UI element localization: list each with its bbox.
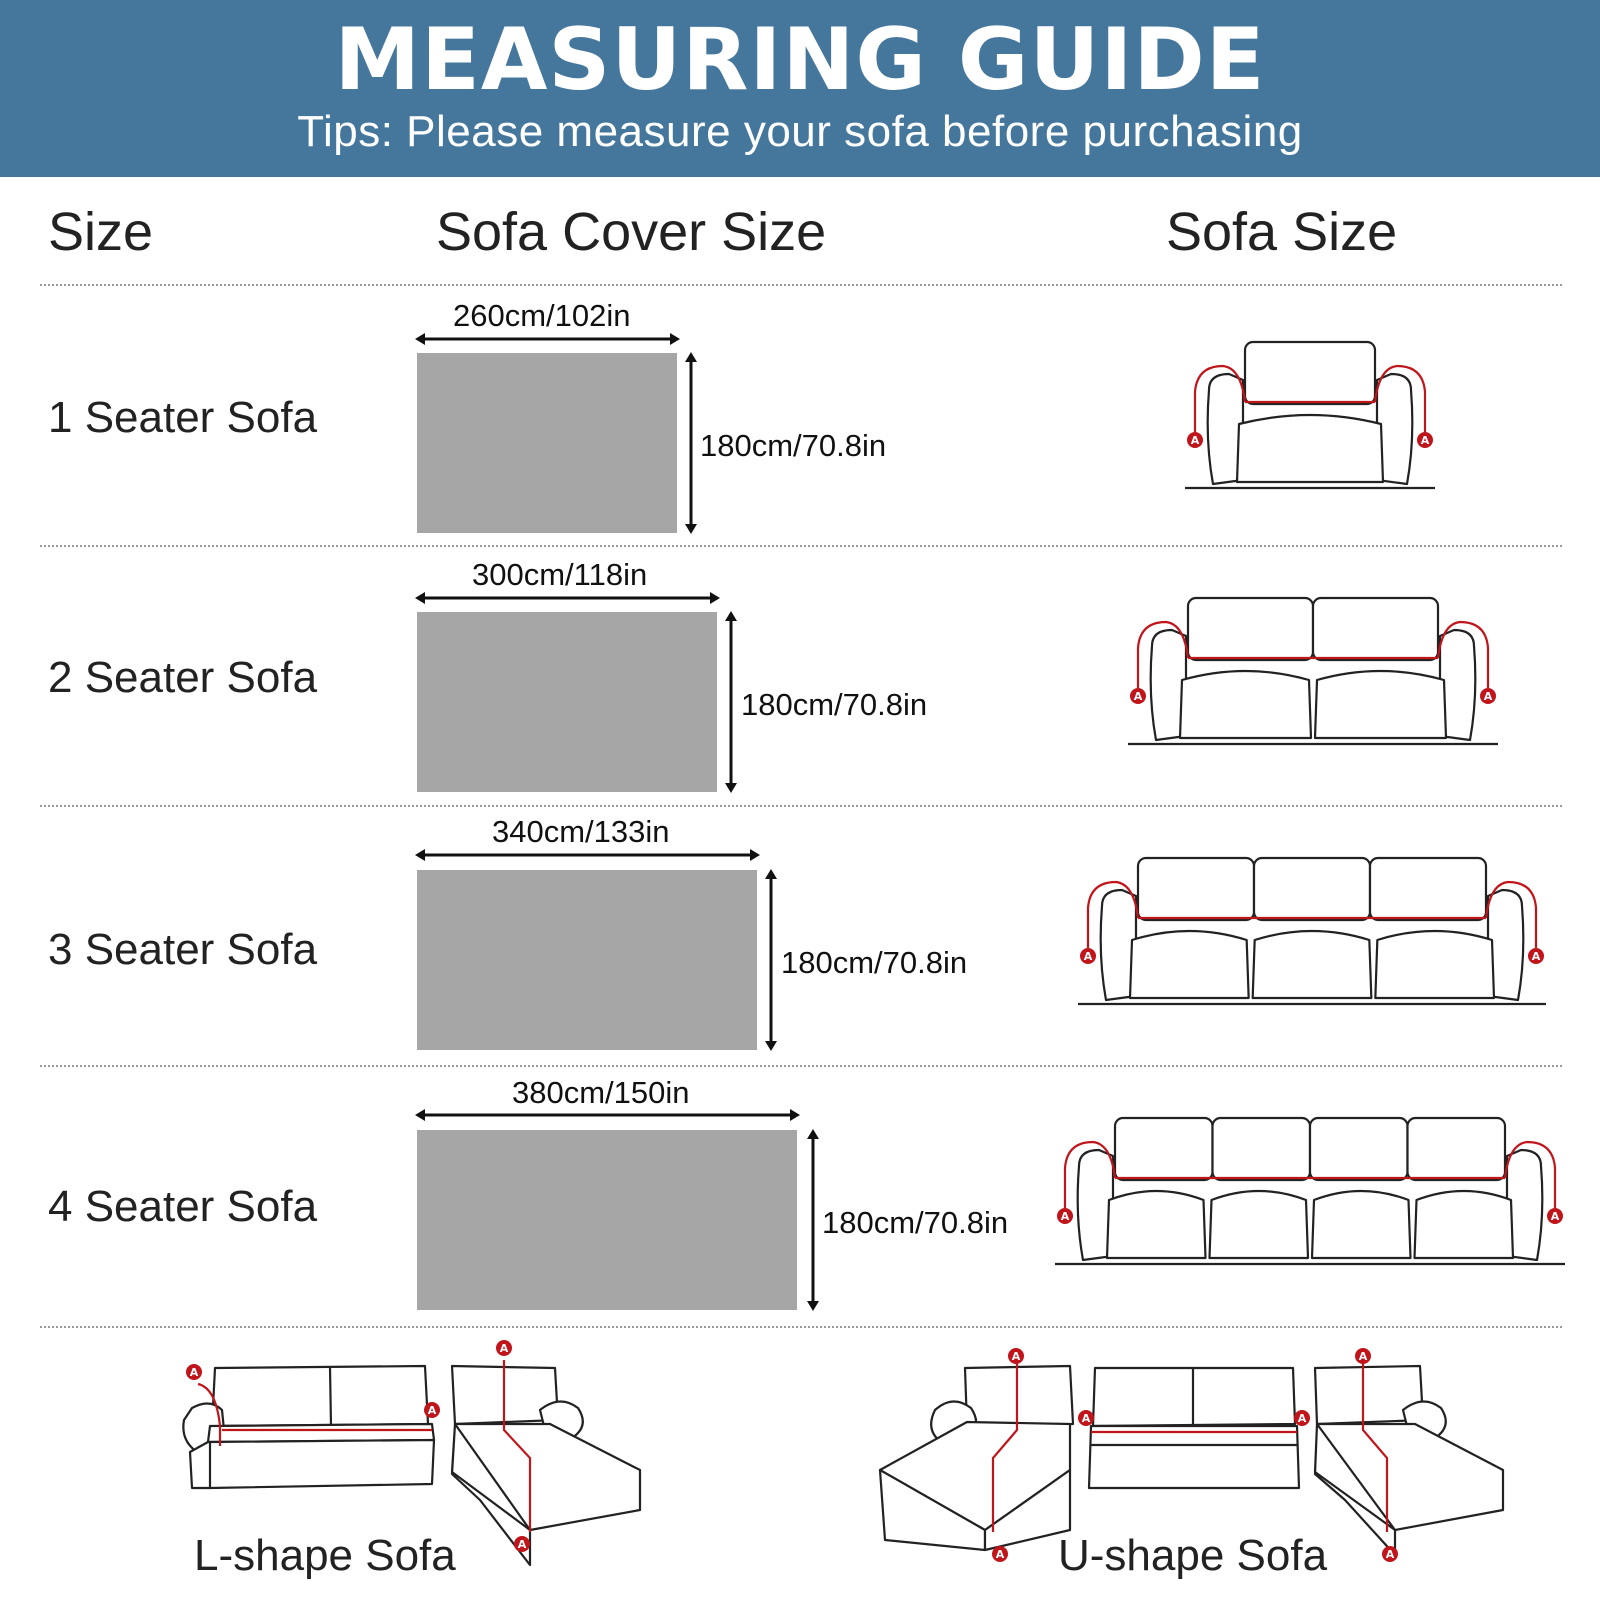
- measure-point-a-marker: [1057, 1208, 1073, 1224]
- seat-cushion: [1315, 671, 1446, 738]
- back-cushion: [1138, 858, 1254, 920]
- seat-cushion: [1415, 1191, 1514, 1258]
- separator-line: [40, 805, 1562, 807]
- cover-height-label: 180cm/70.8in: [741, 687, 928, 722]
- svg-text:A: A: [1550, 1210, 1560, 1223]
- l-shape-sofa-illustration: [170, 1342, 650, 1560]
- width-arrow: [415, 1108, 800, 1122]
- measure-point-a-marker: [1294, 1410, 1310, 1426]
- back-cushion: [1408, 1118, 1506, 1180]
- measure-point-a-marker: [1080, 948, 1096, 964]
- measure-point-a-marker: [1382, 1546, 1398, 1562]
- height-arrow: [684, 352, 698, 534]
- measure-point-a-marker: [1078, 1410, 1094, 1426]
- svg-text:A: A: [1483, 690, 1493, 703]
- cover-rect-3-seater: [417, 870, 757, 1050]
- back-cushion: [1188, 598, 1313, 660]
- back-cushion: [1310, 1118, 1408, 1180]
- svg-text:A: A: [1531, 950, 1541, 963]
- column-heading-sofa-size: Sofa Size: [1166, 202, 1398, 262]
- back-cushion: [1213, 1118, 1311, 1180]
- height-arrow: [724, 611, 738, 793]
- svg-text:A: A: [517, 1538, 527, 1551]
- cover-rect-2-seater: [417, 612, 717, 792]
- svg-text:A: A: [189, 1366, 199, 1379]
- cover-width-label: 260cm/102in: [453, 298, 631, 333]
- u-shape-sofa-illustration: [875, 1350, 1515, 1560]
- sofa-4-seater-illustration: [1055, 1116, 1565, 1281]
- svg-text:A: A: [1297, 1412, 1307, 1425]
- measure-point-a-marker: [992, 1546, 1008, 1562]
- separator-line: [40, 284, 1562, 286]
- cover-height-label: 180cm/70.8in: [700, 428, 887, 463]
- measure-point-a-marker: [1417, 432, 1433, 448]
- separator-line: [40, 1065, 1562, 1067]
- svg-text:A: A: [1060, 1210, 1070, 1223]
- size-label-4-seater: 4 Seater Sofa: [48, 1182, 318, 1231]
- svg-text:A: A: [499, 1342, 509, 1355]
- header-banner: [0, 0, 1600, 177]
- seat-cushion: [1180, 671, 1311, 738]
- svg-text:A: A: [1083, 950, 1093, 963]
- measure-point-a-marker: [1480, 688, 1496, 704]
- back-cushion: [1245, 342, 1375, 404]
- separator-line: [40, 1326, 1562, 1328]
- separator-line: [40, 545, 1562, 547]
- width-arrow: [415, 591, 720, 605]
- svg-text:A: A: [1385, 1548, 1395, 1561]
- back-cushion: [1254, 858, 1370, 920]
- svg-text:A: A: [427, 1404, 437, 1417]
- measure-point-a-marker: [496, 1340, 512, 1356]
- size-label-2-seater: 2 Seater Sofa: [48, 653, 318, 702]
- seat-cushion: [1375, 931, 1494, 998]
- measure-point-a-marker: [1547, 1208, 1563, 1224]
- measure-point-a-marker: [186, 1364, 202, 1380]
- svg-text:A: A: [995, 1548, 1005, 1561]
- height-arrow: [764, 869, 778, 1051]
- width-arrow: [415, 848, 760, 862]
- l-shape-sofa-label: L-shape Sofa: [194, 1531, 456, 1580]
- measure-point-a-marker: [514, 1536, 530, 1552]
- seat-cushion: [1130, 931, 1249, 998]
- height-arrow: [806, 1129, 820, 1311]
- svg-text:A: A: [1420, 434, 1430, 447]
- measure-point-a-marker: [1008, 1348, 1024, 1364]
- svg-text:A: A: [1011, 1350, 1021, 1363]
- svg-text:A: A: [1133, 690, 1143, 703]
- cover-rect-1-seater: [417, 353, 677, 533]
- cover-height-label: 180cm/70.8in: [781, 945, 968, 980]
- cover-width-label: 380cm/150in: [512, 1075, 690, 1110]
- cover-rect-4-seater: [417, 1130, 797, 1310]
- cover-height-label: 180cm/70.8in: [822, 1205, 1009, 1240]
- tips-text: Tips: Please measure your sofa before purchasing: [297, 107, 1303, 156]
- cover-width-label: 300cm/118in: [472, 557, 648, 592]
- size-label-3-seater: 3 Seater Sofa: [48, 925, 318, 974]
- measure-point-a-marker: [1130, 688, 1146, 704]
- cover-width-label: 340cm/133in: [492, 814, 670, 849]
- column-heading-cover-size: Sofa Cover Size: [436, 202, 827, 262]
- seat-cushion: [1237, 415, 1383, 482]
- measure-point-a-marker: [1187, 432, 1203, 448]
- back-cushion: [1370, 858, 1486, 920]
- seat-cushion: [1253, 931, 1372, 998]
- sofa-1-seater-illustration: [1185, 340, 1435, 505]
- seat-cushion: [1312, 1191, 1411, 1258]
- measure-point-a-marker: [424, 1402, 440, 1418]
- seat-cushion: [1210, 1191, 1309, 1258]
- measure-point-a-marker: [1355, 1348, 1371, 1364]
- back-cushion: [1115, 1118, 1213, 1180]
- seat-cushion: [1107, 1191, 1206, 1258]
- column-heading-size: Size: [48, 202, 154, 262]
- u-shape-sofa-label: U-shape Sofa: [1058, 1531, 1328, 1580]
- measure-point-a-marker: [1528, 948, 1544, 964]
- page-title: MEASURING GUIDE: [334, 10, 1266, 110]
- size-label-1-seater: 1 Seater Sofa: [48, 393, 318, 442]
- svg-text:A: A: [1358, 1350, 1368, 1363]
- svg-text:A: A: [1190, 434, 1200, 447]
- svg-text:A: A: [1081, 1412, 1091, 1425]
- width-arrow: [415, 332, 680, 346]
- back-cushion: [1313, 598, 1438, 660]
- sofa-3-seater-illustration: [1078, 856, 1546, 1021]
- sofa-2-seater-illustration: [1128, 596, 1498, 761]
